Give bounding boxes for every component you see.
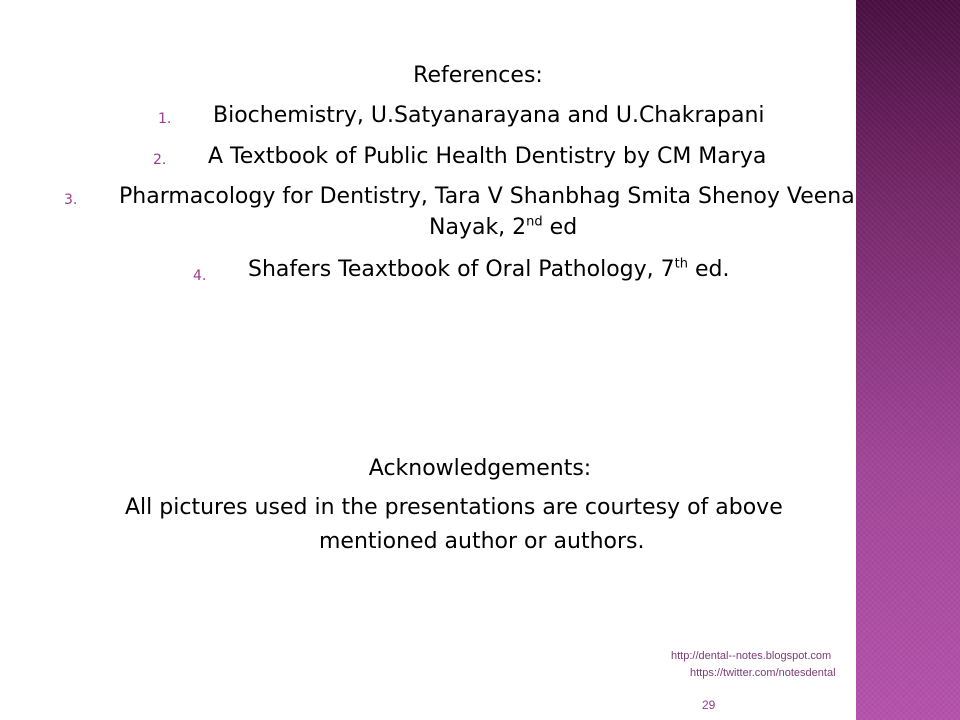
page-number: 29 [702, 698, 716, 712]
reference-4-superscript: th [674, 256, 688, 272]
acknowledgements-heading: Acknowledgements: [368, 456, 592, 481]
acknowledgements-line2: mentioned author or authors. [319, 529, 645, 554]
reference-1-number: 1. [158, 111, 172, 127]
reference-4-suffix: ed. [687, 257, 730, 282]
reference-1-text: Biochemistry, U.Satyanarayana and U.Chakrapani [213, 103, 765, 128]
references-heading: References: [413, 63, 543, 88]
reference-2-number: 2. [153, 152, 167, 168]
twitter-url-link[interactable]: https://twitter.com/notesdental [690, 667, 836, 679]
decorative-side-panel [856, 0, 960, 720]
blog-url-link[interactable]: http://dental--notes.blogspot.com [671, 650, 832, 662]
reference-3-number: 3. [64, 192, 78, 208]
reference-3-line1: Pharmacology for Dentistry, Tara V Shanbhag Smita Shenoy Veena [119, 184, 855, 209]
reference-3-superscript: nd [526, 214, 543, 230]
reference-4-prefix: Shafers Teaxtbook of Oral Pathology, 7 [248, 257, 675, 282]
reference-2-text: A Textbook of Public Health Dentistry by CM Marya [208, 144, 767, 169]
reference-4-number: 4. [193, 268, 207, 284]
reference-3-line2-prefix: Nayak, 2 [429, 215, 527, 240]
reference-4-text [248, 256, 729, 284]
reference-3-line2 [429, 214, 577, 242]
reference-3-line2-suffix: ed [542, 215, 578, 240]
acknowledgements-line1: All pictures used in the presentations are courtesy of above [125, 495, 783, 520]
